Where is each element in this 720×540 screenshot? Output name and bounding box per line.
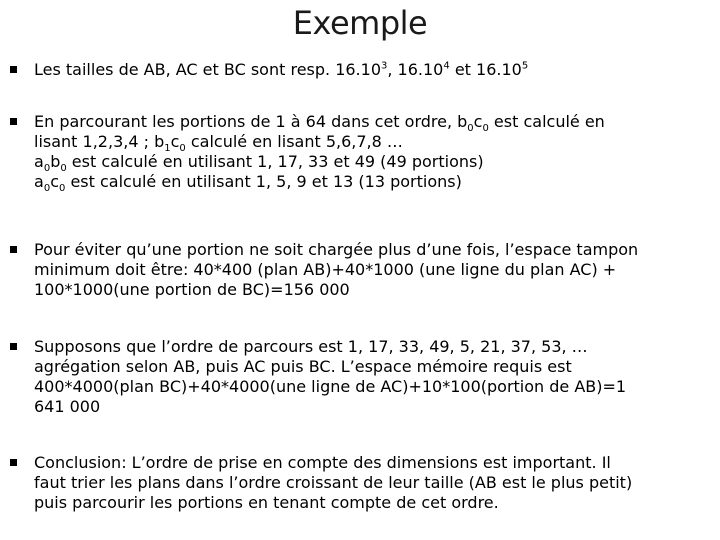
bullet-line	[34, 172, 698, 195]
slide-title: Exemple	[292, 4, 428, 42]
bullet-sizes	[4, 60, 704, 80]
bullet-line: Supposons que l’ordre de parcours est 1, 17, 33, 49, 5, 21, 37, 53, …	[34, 337, 588, 356]
bullet-line: 641 000	[34, 397, 101, 416]
text-run: c	[170, 132, 180, 151]
bullet-text	[34, 60, 698, 80]
bullet-line	[34, 132, 698, 155]
text-run: c	[473, 112, 483, 131]
bullet-line: faut trier les plans dans l’ordre croissant de leur taille (AB est le plus petit)	[34, 473, 633, 492]
bullet-line: minimum doit être: 40*400 (plan AB)+40*1000 (une ligne du plan AC) +	[34, 260, 617, 279]
subscript: 0	[482, 123, 489, 135]
exponent: 4	[443, 60, 450, 72]
subscript: 0	[60, 163, 67, 175]
text-run: En parcourant les portions de 1 à 64 dans cet ordre, b	[34, 112, 468, 131]
bullet-marker-icon	[10, 459, 17, 466]
subscript: 1	[164, 143, 171, 155]
bullet-line: 400*4000(plan BC)+40*4000(une ligne de AC)+10*100(portion de AB)=1	[34, 377, 627, 396]
text-run: Les tailles de AB, AC et BC sont resp. 16.10	[34, 60, 381, 79]
bullet-text	[34, 240, 698, 300]
bullet-line: puis parcourir les portions en tenant compte de cet ordre.	[34, 493, 499, 512]
exponent: 5	[521, 60, 529, 72]
subscript: 0	[43, 163, 51, 175]
text-run: est calculé en utilisant 1, 17, 33 et 49 (49 portions)	[66, 152, 484, 171]
bullet-line: Pour éviter qu’une portion ne soit chargée plus d’une fois, l’espace tampon	[34, 240, 639, 259]
text-run: calculé en lisant 5,6,7,8 …	[185, 132, 403, 151]
bullet-line	[34, 112, 698, 135]
subscript: 0	[467, 123, 474, 135]
bullet-marker-icon	[10, 343, 17, 350]
text-run: a	[34, 172, 44, 191]
bullet-line: Conclusion: L’ordre de prise en compte des dimensions est important. Il	[34, 453, 611, 472]
text-run: lisant 1,2,3,4 ; b	[34, 132, 165, 151]
bullet-marker-icon	[10, 246, 17, 253]
bullet-line	[34, 152, 698, 175]
bullet-buffer	[4, 240, 704, 300]
exponent: 3	[381, 60, 388, 72]
bullet-conclusion	[4, 453, 704, 513]
subscript: 0	[58, 183, 66, 195]
text-run: a	[34, 152, 44, 171]
bullet-line: agrégation selon AB, puis AC puis BC. L’espace mémoire requis est	[34, 357, 572, 376]
text-run: , 16.10	[387, 60, 444, 79]
bullet-marker-icon	[10, 118, 17, 125]
bullet-traversal	[4, 112, 704, 195]
text-run: est calculé en	[488, 112, 605, 131]
text-run: c	[50, 172, 59, 191]
bullet-line: 100*1000(une portion de BC)=156 000	[34, 280, 350, 299]
subscript: 0	[43, 183, 51, 195]
bullet-marker-icon	[10, 66, 17, 73]
bullet-text	[34, 337, 698, 417]
text-run: et 16.10	[449, 60, 522, 79]
bullet-text	[34, 453, 698, 513]
bullet-text	[34, 112, 698, 195]
text-run: b	[50, 152, 61, 171]
text-run: est calculé en utilisant 1, 5, 9 et 13 (13 portions)	[65, 172, 462, 191]
bullet-line	[34, 60, 698, 80]
bullet-order	[4, 337, 704, 417]
subscript: 0	[179, 143, 186, 155]
